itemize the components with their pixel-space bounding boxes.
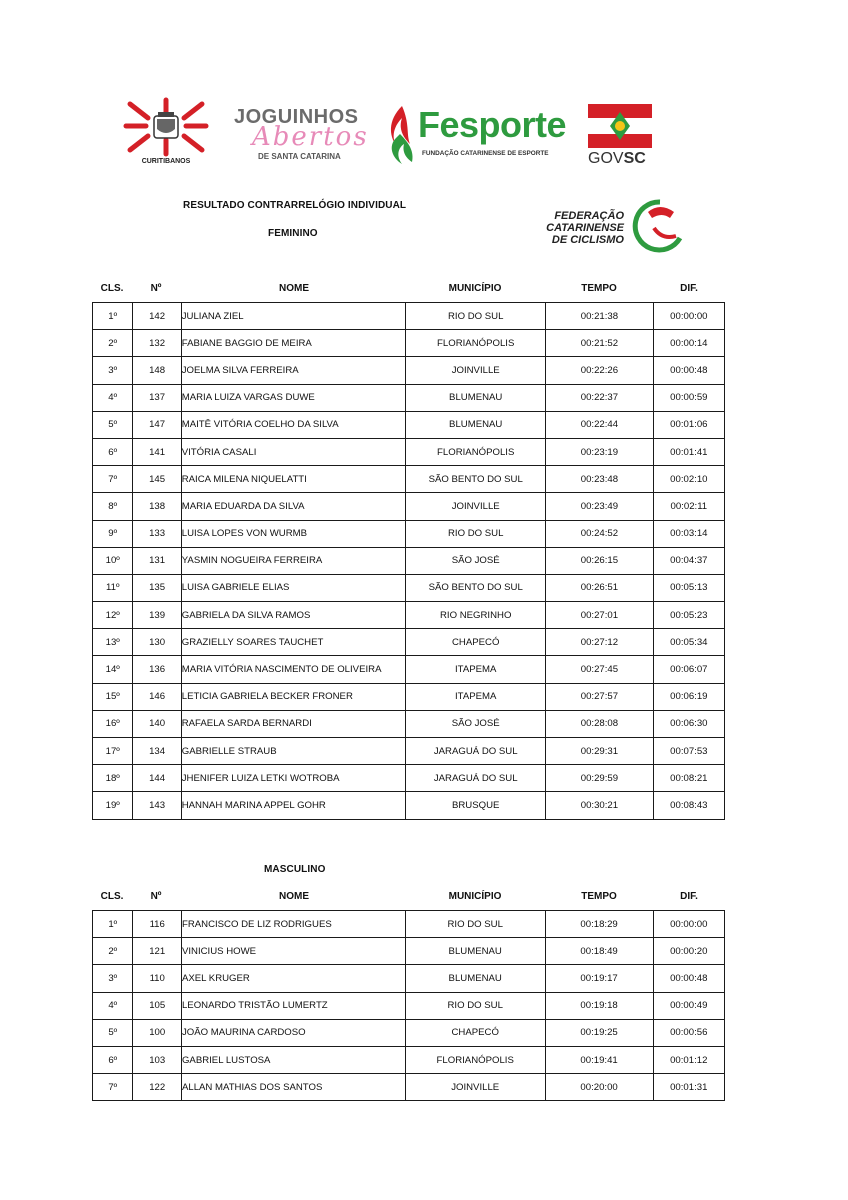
- rank-cell: 10º: [93, 547, 133, 574]
- male-header-dif: DIF.: [680, 891, 698, 902]
- female-header-tempo: TEMPO: [581, 283, 617, 294]
- bib-number-cell: 135: [133, 574, 181, 601]
- rank-cell: 6º: [93, 438, 133, 465]
- athlete-name-cell: LEONARDO TRISTÃO LUMERTZ: [181, 992, 405, 1019]
- time-difference-cell: 00:02:11: [653, 493, 724, 520]
- time-cell: 00:19:25: [545, 1019, 653, 1046]
- female-header-name: NOME: [279, 283, 309, 294]
- fcc-line2: CATARINENSE: [546, 222, 624, 234]
- male-header-cls: CLS.: [100, 891, 124, 902]
- time-difference-cell: 00:00:00: [653, 911, 724, 938]
- time-cell: 00:22:26: [546, 357, 653, 384]
- time-cell: 00:27:57: [546, 683, 653, 710]
- female-header-municipio: MUNICÍPIO: [448, 283, 502, 294]
- athlete-name-cell: LUISA GABRIELE ELIAS: [181, 574, 405, 601]
- athlete-name-cell: AXEL KRUGER: [181, 965, 405, 992]
- rank-cell: 8º: [93, 493, 133, 520]
- municipality-cell: BRUSQUE: [406, 792, 546, 819]
- athlete-name-cell: GABRIEL LUSTOSA: [181, 1046, 405, 1073]
- rank-cell: 9º: [93, 520, 133, 547]
- municipality-cell: RIO DO SUL: [405, 992, 545, 1019]
- table-row: [93, 466, 725, 493]
- municipality-cell: BLUMENAU: [405, 965, 545, 992]
- time-difference-cell: 00:04:37: [653, 547, 724, 574]
- rank-cell: 4º: [93, 992, 133, 1019]
- male-results-body: [93, 911, 725, 1101]
- table-row: [93, 965, 725, 992]
- municipality-cell: CHAPECÓ: [406, 629, 546, 656]
- rank-cell: 16º: [93, 710, 133, 737]
- bib-number-cell: 140: [133, 710, 181, 737]
- bib-number-cell: 130: [133, 629, 181, 656]
- time-cell: 00:18:29: [545, 911, 653, 938]
- municipality-cell: FLORIANÓPOLIS: [406, 438, 546, 465]
- rank-cell: 2º: [93, 330, 133, 357]
- table-row: [93, 384, 725, 411]
- govsc-logo: [586, 104, 656, 174]
- rank-cell: 5º: [93, 1019, 133, 1046]
- bib-number-cell: 142: [133, 303, 181, 330]
- time-cell: 00:26:51: [546, 574, 653, 601]
- bib-number-cell: 144: [133, 765, 181, 792]
- table-row: [93, 493, 725, 520]
- time-difference-cell: 00:05:23: [653, 602, 724, 629]
- time-difference-cell: 00:00:48: [653, 965, 724, 992]
- municipality-cell: FLORIANÓPOLIS: [406, 330, 546, 357]
- rank-cell: 3º: [93, 357, 133, 384]
- time-cell: 00:27:12: [546, 629, 653, 656]
- rank-cell: 12º: [93, 602, 133, 629]
- athlete-name-cell: MARIA EDUARDA DA SILVA: [181, 493, 405, 520]
- fcc-line3: DE CICLISMO: [551, 234, 624, 246]
- time-cell: 00:22:37: [546, 384, 653, 411]
- time-cell: 00:23:49: [546, 493, 653, 520]
- time-difference-cell: 00:06:19: [653, 683, 724, 710]
- time-difference-cell: 00:05:13: [653, 574, 724, 601]
- bib-number-cell: 146: [133, 683, 181, 710]
- fesporte-logo: [384, 102, 567, 172]
- bib-number-cell: 100: [133, 1019, 181, 1046]
- fesporte-subtitle: FUNDAÇÃO CATARINENSE DE ESPORTE: [422, 150, 549, 157]
- municipality-cell: ITAPEMA: [406, 656, 546, 683]
- time-difference-cell: 00:02:10: [653, 466, 724, 493]
- municipality-cell: SÃO JOSÉ: [406, 710, 546, 737]
- rank-cell: 17º: [93, 738, 133, 765]
- rank-cell: 7º: [93, 466, 133, 493]
- time-cell: 00:19:41: [545, 1046, 653, 1073]
- female-section-title: FEMININO: [268, 228, 318, 239]
- santa-catarina-flag-icon: [588, 104, 652, 148]
- rank-cell: 4º: [93, 384, 133, 411]
- municipality-cell: BLUMENAU: [405, 938, 545, 965]
- fcc-line1: FEDERAÇÃO: [554, 210, 624, 222]
- municipality-cell: RIO NEGRINHO: [406, 602, 546, 629]
- municipality-cell: SÃO BENTO DO SUL: [406, 466, 546, 493]
- rank-cell: 3º: [93, 965, 133, 992]
- time-cell: 00:28:08: [546, 710, 653, 737]
- female-header-cls: CLS.: [100, 283, 124, 294]
- municipality-cell: CHAPECÓ: [405, 1019, 545, 1046]
- bib-number-cell: 145: [133, 466, 181, 493]
- athlete-name-cell: RAFAELA SARDA BERNARDI: [181, 710, 405, 737]
- bib-number-cell: 132: [133, 330, 181, 357]
- govsc-label: [588, 150, 646, 168]
- rank-cell: 7º: [93, 1074, 133, 1101]
- bib-number-cell: 116: [133, 911, 181, 938]
- govsc-prefix: GOV: [588, 150, 624, 167]
- table-row: [93, 710, 725, 737]
- athlete-name-cell: MARIA LUIZA VARGAS DUWE: [181, 384, 405, 411]
- municipality-cell: BLUMENAU: [406, 384, 546, 411]
- bib-number-cell: 148: [133, 357, 181, 384]
- municipality-cell: JARAGUÁ DO SUL: [406, 765, 546, 792]
- municipality-cell: RIO DO SUL: [405, 911, 545, 938]
- table-row: [93, 911, 725, 938]
- athlete-name-cell: JHENIFER LUIZA LETKI WOTROBA: [181, 765, 405, 792]
- govsc-suffix: SC: [623, 150, 646, 167]
- time-difference-cell: 00:01:31: [653, 1074, 724, 1101]
- time-cell: 00:27:45: [546, 656, 653, 683]
- municipality-cell: FLORIANÓPOLIS: [405, 1046, 545, 1073]
- municipality-cell: SÃO BENTO DO SUL: [406, 574, 546, 601]
- time-cell: 00:26:15: [546, 547, 653, 574]
- time-cell: 00:24:52: [546, 520, 653, 547]
- rank-cell: 1º: [93, 911, 133, 938]
- athlete-name-cell: VITÓRIA CASALI: [181, 438, 405, 465]
- table-row: [93, 330, 725, 357]
- table-row: [93, 992, 725, 1019]
- time-difference-cell: 00:06:30: [653, 710, 724, 737]
- athlete-name-cell: HANNAH MARINA APPEL GOHR: [181, 792, 405, 819]
- bib-number-cell: 131: [133, 547, 181, 574]
- bib-number-cell: 141: [133, 438, 181, 465]
- municipality-cell: JARAGUÁ DO SUL: [406, 738, 546, 765]
- municipality-cell: RIO DO SUL: [406, 520, 546, 547]
- athlete-name-cell: GRAZIELLY SOARES TAUCHET: [181, 629, 405, 656]
- table-row: [93, 1046, 725, 1073]
- time-cell: 00:29:59: [546, 765, 653, 792]
- municipality-cell: JOINVILLE: [406, 493, 546, 520]
- bib-number-cell: 137: [133, 384, 181, 411]
- rank-cell: 6º: [93, 1046, 133, 1073]
- bib-number-cell: 143: [133, 792, 181, 819]
- table-row: [93, 411, 725, 438]
- municipality-cell: BLUMENAU: [406, 411, 546, 438]
- bib-number-cell: 110: [133, 965, 181, 992]
- municipality-cell: RIO DO SUL: [406, 303, 546, 330]
- athlete-name-cell: VINICIUS HOWE: [181, 938, 405, 965]
- time-difference-cell: 00:07:53: [653, 738, 724, 765]
- curitibanos-logo: [118, 96, 214, 174]
- bib-number-cell: 138: [133, 493, 181, 520]
- municipality-cell: SÃO JOSÉ: [406, 547, 546, 574]
- rank-cell: 11º: [93, 574, 133, 601]
- time-difference-cell: 00:01:06: [653, 411, 724, 438]
- joguinhos-title: JOGUINHOS: [234, 106, 359, 128]
- rank-cell: 13º: [93, 629, 133, 656]
- municipality-cell: ITAPEMA: [406, 683, 546, 710]
- table-row: [93, 574, 725, 601]
- table-row: [93, 629, 725, 656]
- time-difference-cell: 00:01:41: [653, 438, 724, 465]
- table-row: [93, 303, 725, 330]
- time-cell: 00:27:01: [546, 602, 653, 629]
- fesporte-title: Fesporte: [418, 104, 567, 145]
- rank-cell: 19º: [93, 792, 133, 819]
- joguinhos-script: Abertos: [252, 122, 369, 152]
- rank-cell: 1º: [93, 303, 133, 330]
- table-row: [93, 1074, 725, 1101]
- time-cell: 00:19:17: [545, 965, 653, 992]
- table-row: [93, 792, 725, 819]
- table-row: [93, 602, 725, 629]
- female-results-table: [92, 302, 725, 820]
- female-header-num: Nº: [150, 283, 162, 294]
- table-row: [93, 656, 725, 683]
- bib-number-cell: 136: [133, 656, 181, 683]
- rank-cell: 2º: [93, 938, 133, 965]
- time-cell: 00:21:38: [546, 303, 653, 330]
- municipality-cell: JOINVILLE: [406, 357, 546, 384]
- bib-number-cell: 122: [133, 1074, 181, 1101]
- table-row: [93, 547, 725, 574]
- bib-number-cell: 133: [133, 520, 181, 547]
- male-section-title: MASCULINO: [264, 864, 326, 875]
- time-difference-cell: 00:00:56: [653, 1019, 724, 1046]
- athlete-name-cell: JOÃO MAURINA CARDOSO: [181, 1019, 405, 1046]
- time-difference-cell: 00:08:43: [653, 792, 724, 819]
- sponsor-logos: [118, 96, 678, 176]
- table-row: [93, 1019, 725, 1046]
- time-cell: 00:19:18: [545, 992, 653, 1019]
- document-title: RESULTADO CONTRARRELÓGIO INDIVIDUAL: [183, 200, 407, 211]
- female-header-dif: DIF.: [680, 283, 698, 294]
- municipality-cell: JOINVILLE: [405, 1074, 545, 1101]
- time-difference-cell: 00:00:00: [653, 303, 724, 330]
- bib-number-cell: 147: [133, 411, 181, 438]
- athlete-name-cell: JOELMA SILVA FERREIRA: [181, 357, 405, 384]
- time-cell: 00:20:00: [545, 1074, 653, 1101]
- athlete-name-cell: GABRIELA DA SILVA RAMOS: [181, 602, 405, 629]
- time-difference-cell: 00:01:12: [653, 1046, 724, 1073]
- male-header-tempo: TEMPO: [581, 891, 617, 902]
- fcc-emblem-icon: [630, 198, 690, 256]
- fcc-logo: [538, 198, 688, 258]
- table-row: [93, 938, 725, 965]
- time-difference-cell: 00:08:21: [653, 765, 724, 792]
- table-row: [93, 738, 725, 765]
- time-difference-cell: 00:00:14: [653, 330, 724, 357]
- athlete-name-cell: JULIANA ZIEL: [181, 303, 405, 330]
- bib-number-cell: 105: [133, 992, 181, 1019]
- time-cell: 00:29:31: [546, 738, 653, 765]
- athlete-name-cell: MAITÊ VITÓRIA COELHO DA SILVA: [181, 411, 405, 438]
- table-row: [93, 520, 725, 547]
- athlete-name-cell: FABIANE BAGGIO DE MEIRA: [181, 330, 405, 357]
- athlete-name-cell: GABRIELLE STRAUB: [181, 738, 405, 765]
- table-row: [93, 765, 725, 792]
- rank-cell: 14º: [93, 656, 133, 683]
- time-cell: 00:18:49: [545, 938, 653, 965]
- bib-number-cell: 139: [133, 602, 181, 629]
- athlete-name-cell: YASMIN NOGUEIRA FERREIRA: [181, 547, 405, 574]
- curitibanos-label: CURITIBANOS: [141, 158, 191, 165]
- time-cell: 00:23:48: [546, 466, 653, 493]
- time-cell: 00:23:19: [546, 438, 653, 465]
- time-cell: 00:21:52: [546, 330, 653, 357]
- table-row: [93, 438, 725, 465]
- athlete-name-cell: ALLAN MATHIAS DOS SANTOS: [181, 1074, 405, 1101]
- time-difference-cell: 00:00:49: [653, 992, 724, 1019]
- time-difference-cell: 00:05:34: [653, 629, 724, 656]
- curitibanos-emblem-icon: [118, 96, 214, 158]
- male-header-num: Nº: [150, 891, 162, 902]
- time-difference-cell: 00:03:14: [653, 520, 724, 547]
- time-difference-cell: 00:06:07: [653, 656, 724, 683]
- time-difference-cell: 00:00:20: [653, 938, 724, 965]
- male-header-municipio: MUNICÍPIO: [448, 891, 502, 902]
- time-difference-cell: 00:00:59: [653, 384, 724, 411]
- time-difference-cell: 00:00:48: [653, 357, 724, 384]
- female-results-body: [93, 303, 725, 820]
- joguinhos-logo: [232, 100, 372, 172]
- time-cell: 00:22:44: [546, 411, 653, 438]
- time-cell: 00:30:21: [546, 792, 653, 819]
- athlete-name-cell: MARIA VITÓRIA NASCIMENTO DE OLIVEIRA: [181, 656, 405, 683]
- rank-cell: 15º: [93, 683, 133, 710]
- joguinhos-subtitle: DE SANTA CATARINA: [258, 152, 341, 161]
- athlete-name-cell: RAICA MILENA NIQUELATTI: [181, 466, 405, 493]
- athlete-name-cell: LETICIA GABRIELA BECKER FRONER: [181, 683, 405, 710]
- table-row: [93, 357, 725, 384]
- athlete-name-cell: FRANCISCO DE LIZ RODRIGUES: [181, 911, 405, 938]
- athlete-name-cell: LUISA LOPES VON WURMB: [181, 520, 405, 547]
- table-row: [93, 683, 725, 710]
- rank-cell: 5º: [93, 411, 133, 438]
- flame-icon: [384, 104, 418, 166]
- bib-number-cell: 134: [133, 738, 181, 765]
- bib-number-cell: 103: [133, 1046, 181, 1073]
- rank-cell: 18º: [93, 765, 133, 792]
- male-header-name: NOME: [279, 891, 309, 902]
- bib-number-cell: 121: [133, 938, 181, 965]
- male-results-table: [92, 910, 725, 1101]
